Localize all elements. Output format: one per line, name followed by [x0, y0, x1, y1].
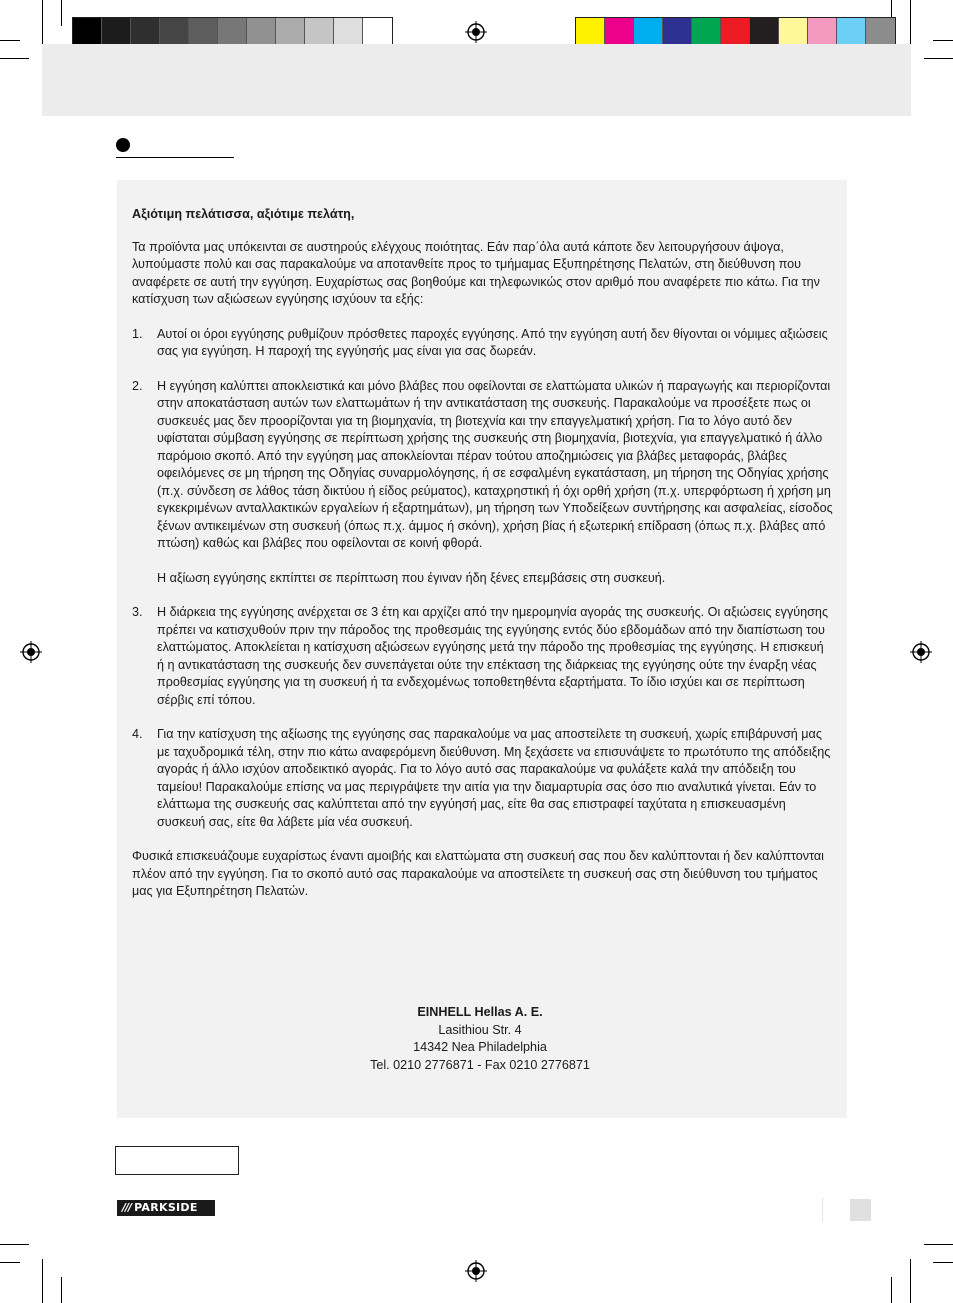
address-city: 14342 Nea Philadelphia — [413, 1040, 547, 1055]
address-street: Lasithiou Str. 4 — [438, 1022, 522, 1037]
crop-mark — [42, 1259, 43, 1303]
item-number: 1. — [132, 326, 143, 341]
color-swatch — [218, 18, 247, 46]
service-address — [300, 1004, 660, 1074]
color-swatch — [73, 18, 102, 46]
crop-mark — [0, 1244, 29, 1245]
logo-stripes: /// — [122, 1201, 132, 1214]
crop-mark — [891, 1277, 892, 1303]
crop-mark — [910, 0, 911, 44]
list-item — [132, 726, 834, 831]
header-band — [42, 44, 911, 116]
color-swatch — [750, 18, 779, 46]
crop-mark — [61, 1277, 62, 1303]
company-name: EINHELL Hellas A. E. — [417, 1005, 543, 1019]
section-underline — [116, 157, 234, 158]
color-swatch — [189, 18, 218, 46]
crop-mark — [924, 1244, 953, 1245]
item-text: Αυτοί οι όροι εγγύησης ρυθμίζουν πρόσθετες παροχές εγγύησης. Από την εγγύηση αυτή δεν θίγονται οι νόμιμες αξιώσεις σας για εγγύηση. Η παροχή της εγγύησής μας είναι για σας δωρεάν. — [157, 326, 828, 358]
color-swatch — [866, 18, 895, 46]
crop-mark — [933, 1262, 953, 1263]
color-swatch — [276, 18, 305, 46]
item-text: Για την κατίσχυση της αξίωσης της εγγύησης σας παρακαλούμε να μας αποστείλετε τη συσκευή, χωρίς επιβάρυνσή μας με ταχυδρομικά τέλη, στην πιο κάτω αναφερόμενη διεύθυνση. Μη ξεχάσετε να επισυνάψετε το πρωτότυπο της απόδειξης αγοράς ή άλλο ισχύον αποδεικτικό αγοράς. Για το λόγο αυτό σας παρακαλούμε να φυλάξετε καλά την απόδειξη του ταμείου! Παρακαλούμε επίσης να μας περιγράψετε την αιτία για την διαμαρτυρία σας όσο πιο αναλυτικά γίνεται. Εάν το ελάττωμα της συσκευής σας καλύπτεται από την εγγύησή μας, είτε θα σας επιστραφεί ταχύτατα η επισκευασμένη συσκευή σας, είτε θα λάβετε μία νέα συσκευή. — [157, 727, 831, 829]
closing-paragraph: Φυσικά επισκευάζουμε ευχαρίστως έναντι αμοιβής και ελαττώματα στη συσκευή σας που δεν καλύπτονται ή δεν καλύπτονται πλέον από την εγγύηση. Για το σκοπό αυτό σας παρακαλούμε να αποστείλετε τη συσκευή σας στη διεύθυνση του τμήματος μας για Εξυπηρέτηση Πελατών. — [132, 849, 824, 898]
registration-mark-icon — [465, 1260, 487, 1282]
item-number: 3. — [132, 605, 143, 619]
color-swatch — [663, 18, 692, 46]
address-phone: Tel. 0210 2776871 - Fax 0210 2776871 — [370, 1057, 590, 1072]
crop-mark — [0, 40, 20, 41]
color-swatch — [779, 18, 808, 46]
list-item — [132, 326, 834, 361]
crop-mark — [61, 0, 62, 26]
color-swatch — [634, 18, 663, 46]
parkside-logo — [117, 1200, 215, 1216]
terms-list — [132, 326, 834, 832]
color-swatch — [363, 18, 392, 46]
crop-mark — [933, 40, 953, 41]
page-number-divider — [822, 1198, 823, 1222]
crop-mark — [0, 1262, 20, 1263]
color-swatch — [837, 18, 866, 46]
item-text: Η εγγύηση καλύπτει αποκλειστικά και μόνο βλάβες που οφείλονται σε ελαττώματα υλικών ή παραγωγής και περιορίζονται στην αποκατάσταση αυτών των ελαττωμάτων ή την αντικατάσταση της συσκευής. Παρακαλούμε να προσέξετε πως οι συσκευές μας δεν προορίζονται για τη βιομηχανία, τη βιοτεχνία και την επαγγελματική χρήση. Για το λόγο αυτό δεν υφίσταται σύμβαση εγγύησης σε περίπτωση χρήσης της συσκευής στη βιομηχανία, βιοτεχνία, για επαγγελματικό ή άλλο παρόμοιο σκοπό. Από την εγγύηση μας αποκλείονται πέραν τούτου αποζημιώσεις για βλάβες μεταφοράς, βλάβες οφειλόμενες σε μη τήρηση της Οδηγίας συναρμολόγησης, ή σε εσφαλμένη εγκατάσταση, μη τήρηση της Οδηγίας χρήσης (π.χ. σύνδεση σε λάθος τάση δικτύου ή είδος ρεύματος), καταχρηστική ή όχι ορθή χρήση (π.χ. υπερφόρτωση ή χρήση μη εγκεκριμένων ανταλλακτικών εργαλείων ή εξαρτημάτων), μη τήρηση των Υποδείξεων συντήρησης και ασφαλείας, είσοδος ξένων αντικειμένων στη συσκευή (όπως π.χ. άμμος ή σκόνη), χρήση βίας ή εξωτερική επίδραση (όπως π.χ. βλάβες από πτώση) καθώς και βλάβες που οφείλονται σε κοινή φθορά. — [157, 378, 833, 550]
color-swatch — [160, 18, 189, 46]
grayscale-color-bar — [72, 17, 393, 47]
item-text: Η διάρκεια της εγγύησης ανέρχεται σε 3 έτη και αρχίζει από την ημερομηνία αγοράς της συσκευής. Οι αξιώσεις εγγύησης πρέπει να κατισχυθούν πριν την πάροδος της προθεσμάις της εγγύησης εντός δύο εβδομάδων από την διαπίστωση του ελαττώματος. Αποκλείεται η κατίσχυση αξιώσεων εγγύησης μετά την πάροδο της προθεσμίας της εγγύησης. Η επισκευή ή η αντικατάσταση της συσκευής δεν συνεπάγεται ούτε την επέκταση της διάρκειας της εγγύησης ούτε την έναρξη νέας προθεσμίας εγγύησης για τη συσκευή ή τα ενδεχομένως τοποθετηθέντα εξαρτήματα. Το ίδιο ισχύει και σε περίπτωση σέρβις επί τόπου. — [157, 605, 829, 707]
intro-paragraph: Τα προϊόντα μας υπόκεινται σε αυστηρούς ελέγχους ποιότητας. Εάν παρ΄όλα αυτά κάποτε δεν λειτουργήσουν άψογα, λυπούμαστε πολύ και σας παρακαλούμε να αποτανθείτε προς το τμήμαμας Εξυπηρέτησης Πελατών, στη διεύθυνση που αναφέρετε σε αυτή την εγγύηση. Ευχαρίστως σας βοηθούμε και τηλεφωνικώς στον αριθμό που αναφέρετε πιο κάτω. Για την κατίσχυση των αξιώσεων εγγύησης ισχύουν τα εξής: — [132, 239, 820, 306]
page-number-box — [850, 1199, 871, 1221]
registration-mark-icon — [20, 641, 42, 663]
section-bullet-icon — [116, 138, 130, 152]
item-note: Η αξίωση εγγύησης εκπίπτει σε περίπτωση που έγιναν ήδη ξένες επεμβάσεις στη συσκευή. — [157, 570, 666, 585]
warranty-letter — [132, 206, 834, 901]
color-swatch — [576, 18, 605, 46]
color-swatch — [247, 18, 276, 46]
color-swatch — [605, 18, 634, 46]
crop-mark — [42, 0, 43, 44]
list-item — [132, 604, 834, 709]
crop-mark — [910, 1259, 911, 1303]
crop-mark — [924, 58, 953, 59]
color-swatch — [305, 18, 334, 46]
logo-brand: PARKSIDE — [134, 1201, 198, 1214]
list-item — [132, 378, 834, 588]
salutation: Αξιότιμη πελάτισσα, αξιότιμε πελάτη, — [132, 207, 355, 221]
empty-label-box — [115, 1146, 239, 1175]
color-swatch — [131, 18, 160, 46]
color-swatch — [334, 18, 363, 46]
color-swatch — [721, 18, 750, 46]
color-swatch — [692, 18, 721, 46]
registration-mark-icon — [910, 641, 932, 663]
item-number: 2. — [132, 378, 143, 393]
registration-mark-icon — [465, 21, 487, 43]
crop-mark — [0, 58, 29, 59]
process-color-bar — [575, 17, 896, 47]
color-swatch — [808, 18, 837, 46]
item-number: 4. — [132, 727, 143, 741]
color-swatch — [102, 18, 131, 46]
